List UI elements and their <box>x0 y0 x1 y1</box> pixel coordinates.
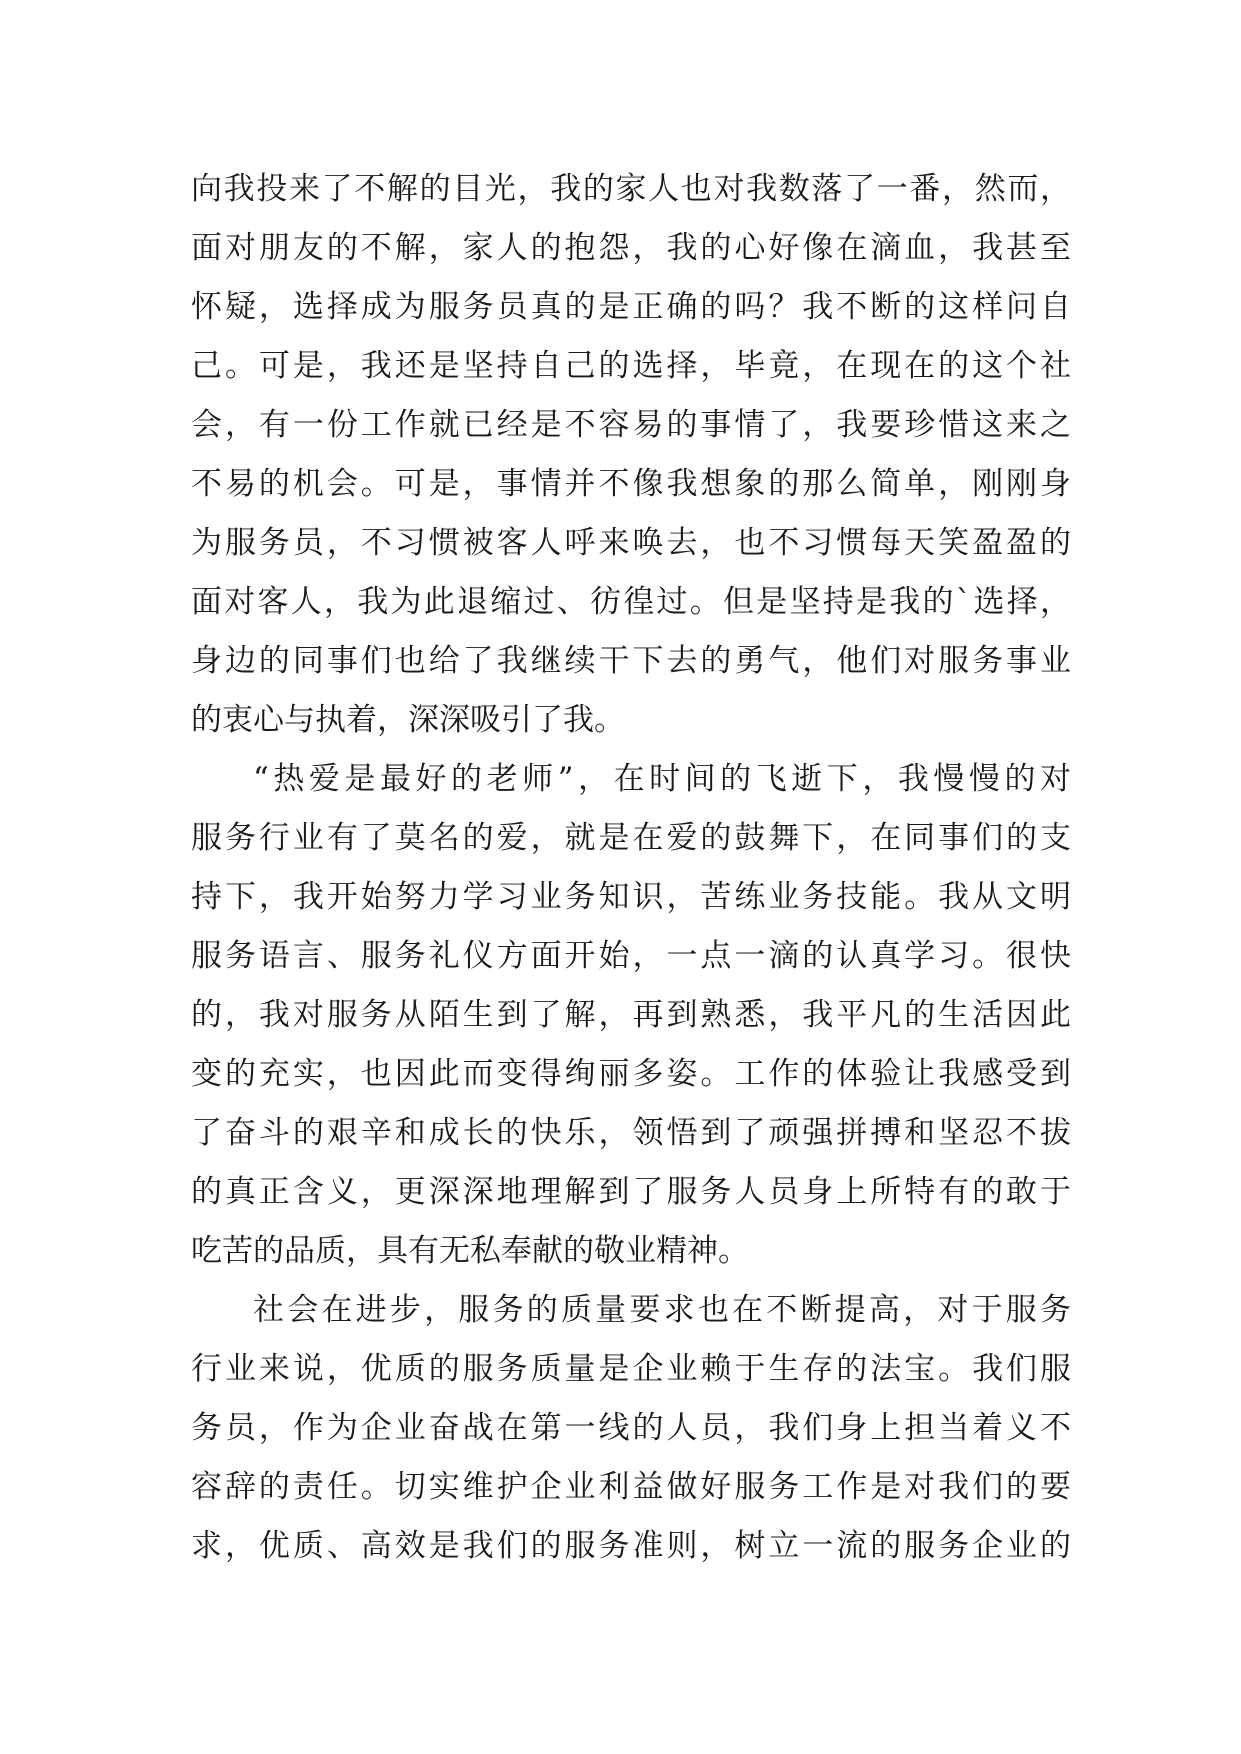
text-line: 务员，作为企业奋战在第一线的人员，我们身上担当着义不 <box>191 1410 1071 1446</box>
text-line: “热爱是最好的老师”，在时间的飞逝下，我慢慢的对 <box>253 761 1071 797</box>
text-line: 为服务员，不习惯被客人呼来唤去，也不习惯每天笑盈盈的 <box>191 525 1071 561</box>
body-text <box>191 160 1071 1576</box>
text-line: 了奋斗的艰辛和成长的快乐，领悟到了顽强拼搏和坚忍不拔 <box>191 1115 1071 1151</box>
text-line: 的真正含义，更深深地理解到了服务人员身上所特有的敢于 <box>191 1174 1071 1210</box>
text-line: 身边的同事们也给了我继续干下去的勇气，他们对服务事业 <box>191 643 1071 679</box>
text-line: 社会在进步，服务的质量要求也在不断提高，对于服务 <box>253 1292 1071 1328</box>
text-line: 持下，我开始努力学习业务知识，苦练业务技能。我从文明 <box>191 879 1071 915</box>
text-line: 的衷心与执着，深深吸引了我。 <box>191 702 625 738</box>
text-line: 的，我对服务从陌生到了解，再到熟悉，我平凡的生活因此 <box>191 997 1071 1033</box>
text-line: 变的充实，也因此而变得绚丽多姿。工作的体验让我感受到 <box>191 1056 1071 1092</box>
text-line: 服务语言、服务礼仪方面开始，一点一滴的认真学习。很快 <box>191 938 1071 974</box>
text-line: 求，优质、高效是我们的服务准则，树立一流的服务企业的 <box>191 1528 1071 1564</box>
text-line: 吃苦的品质，具有无私奉献的敬业精神。 <box>191 1233 749 1269</box>
text-line: 面对客人，我为此退缩过、彷徨过。但是坚持是我的`选择， <box>191 584 1071 620</box>
text-line: 容辞的责任。切实维护企业利益做好服务工作是对我们的要 <box>191 1469 1071 1505</box>
text-line: 不易的机会。可是，事情并不像我想象的那么简单，刚刚身 <box>191 466 1071 502</box>
text-line: 服务行业有了莫名的爱，就是在爱的鼓舞下，在同事们的支 <box>191 820 1071 856</box>
text-line: 面对朋友的不解，家人的抱怨，我的心好像在滴血，我甚至 <box>191 230 1071 266</box>
text-line: 怀疑，选择成为服务员真的是正确的吗？我不断的这样问自 <box>191 289 1071 325</box>
text-line: 己。可是，我还是坚持自己的选择，毕竟，在现在的这个社 <box>191 348 1071 384</box>
text-line: 向我投来了不解的目光，我的家人也对我数落了一番，然而， <box>191 171 1071 207</box>
text-line: 会，有一份工作就已经是不容易的事情了，我要珍惜这来之 <box>191 407 1071 443</box>
text-line: 行业来说，优质的服务质量是企业赖于生存的法宝。我们服 <box>191 1351 1071 1387</box>
